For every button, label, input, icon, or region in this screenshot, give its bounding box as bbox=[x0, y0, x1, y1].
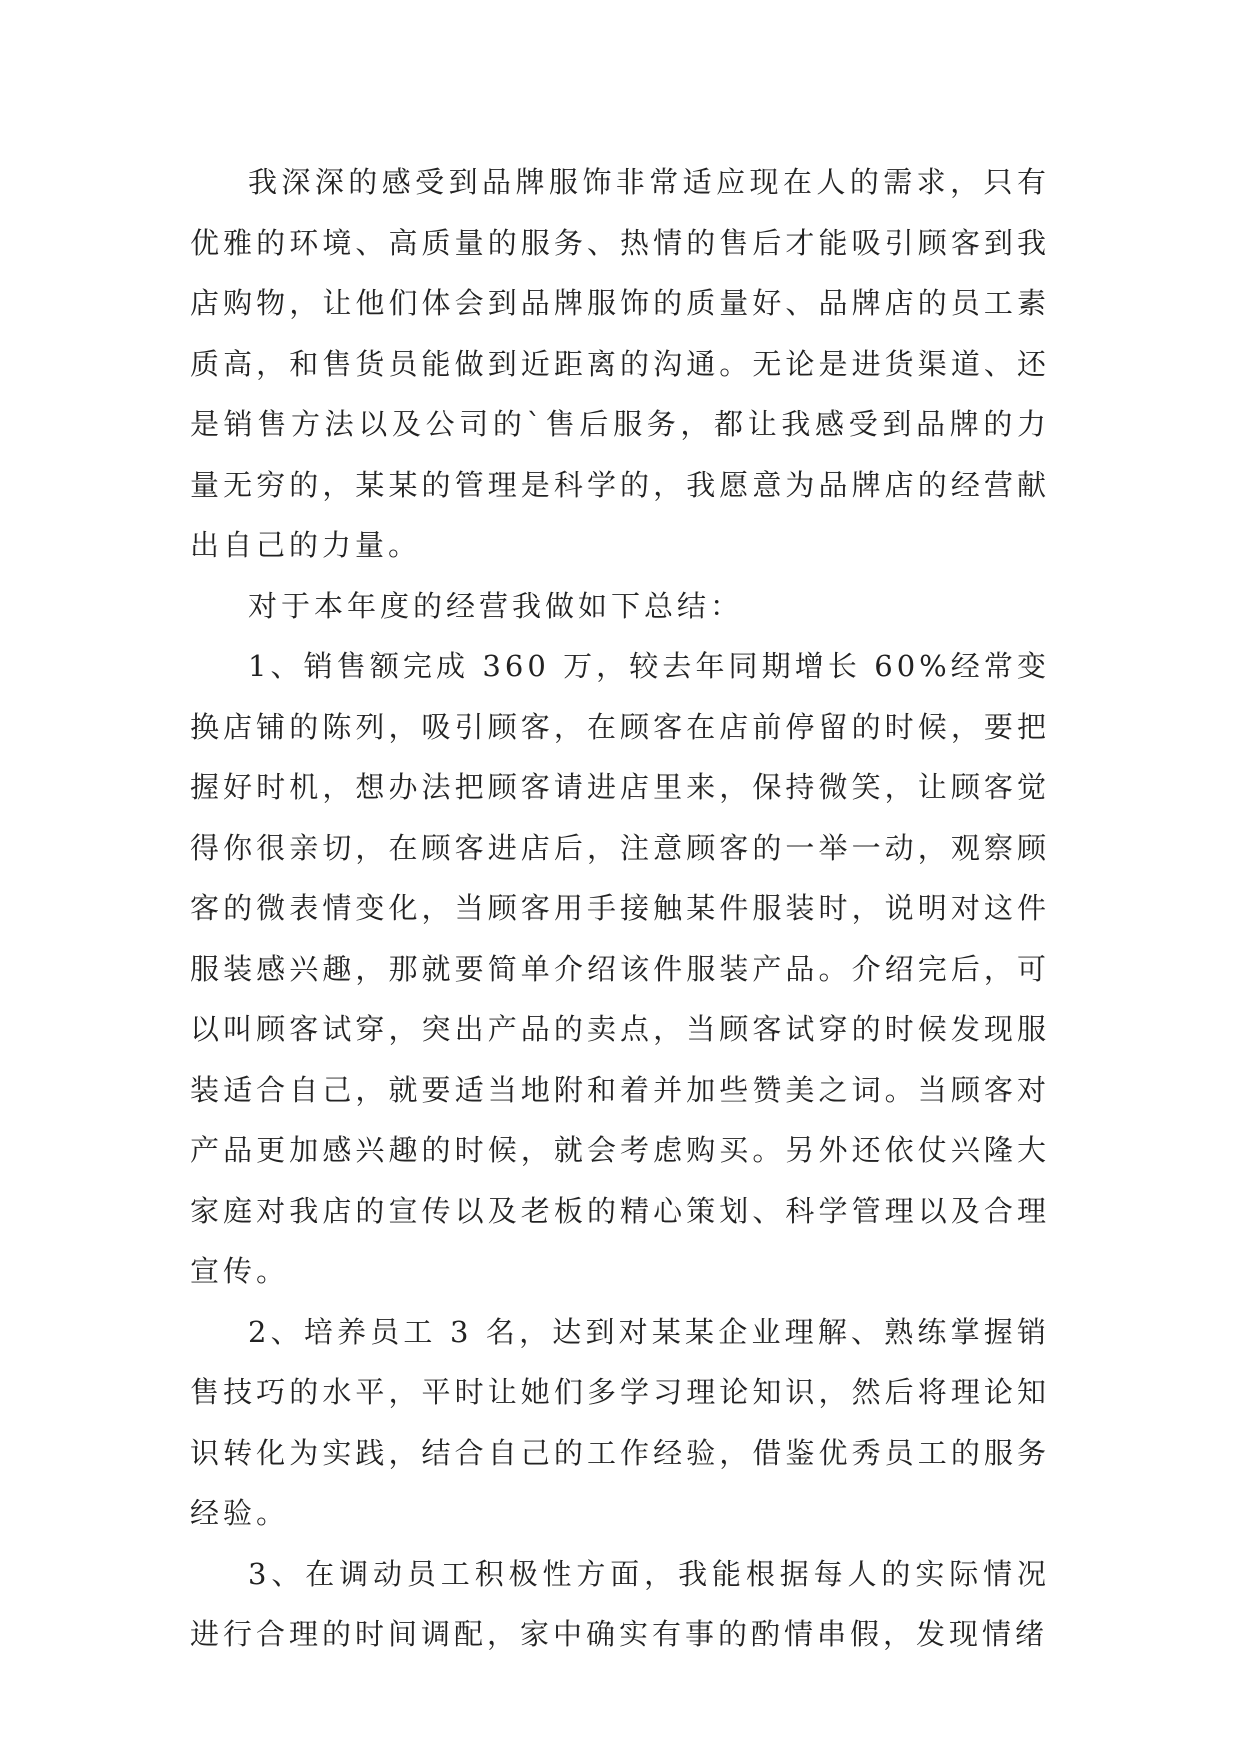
paragraph-brand-feeling: 我深深的感受到品牌服饰非常适应现在人的需求，只有优雅的环境、高质量的服务、热情的售后才能吸引顾客到我店购物，让他们体会到品牌服饰的质量好、品牌店的员工素质高，和售货员能做到近距离的沟通。无论是进货渠道、还是销售方法以及公司的`售后服务，都让我感受到品牌的力量无穷的，某某的管理是科学的，我愿意为品牌店的经营献出自己的力量。 bbox=[190, 165, 1050, 562]
paragraph-summary-intro: 对于本年度的经营我做如下总结： bbox=[248, 588, 744, 623]
document-body bbox=[190, 152, 1050, 1665]
paragraph-item-3-motivation: 3、在调动员工积极性方面，我能根据每人的实际情况进行合理的时间调配，家中确实有事的酌情串假，发现情绪 bbox=[190, 1556, 1050, 1651]
paragraph-item-2-training: 2、培养员工 3 名，达到对某某企业理解、熟练掌握销售技巧的水平，平时让她们多学习理论知识，然后将理论知识转化为实践，结合自己的工作经验，借鉴优秀员工的服务经验。 bbox=[190, 1314, 1050, 1530]
paragraph-item-1-sales: 1、销售额完成 360 万，较去年同期增长 60%经常变换店铺的陈列，吸引顾客，在顾客在店前停留的时候，要把握好时机，想办法把顾客请进店里来，保持微笑，让顾客觉得你很亲切，在顾客进店后，注意顾客的一举一动，观察顾客的微表情变化，当顾客用手接触某件服装时，说明对这件服装感兴趣，那就要简单介绍该件服装产品。介绍完后，可以叫顾客试穿，突出产品的卖点，当顾客试穿的时候发现服装适合自己，就要适当地附和着并加些赞美之词。当顾客对产品更加感兴趣的时候，就会考虑购买。另外还依仗兴隆大家庭对我店的宣传以及老板的精心策划、科学管理以及合理宣传。 bbox=[190, 649, 1050, 1288]
